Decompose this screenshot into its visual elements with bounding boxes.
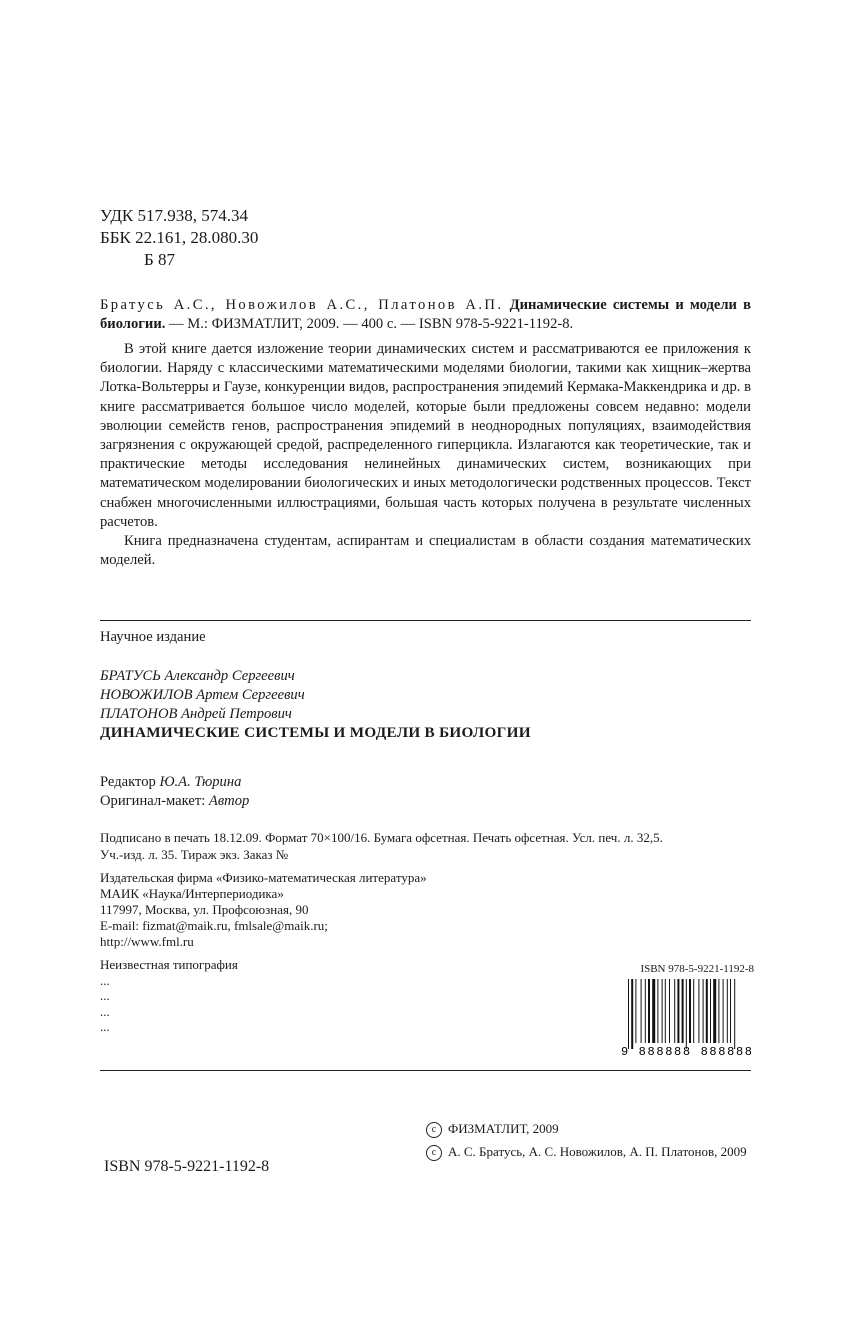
barcode-digits: 9 888888 888888 [621,1045,752,1057]
barcode-bar [669,979,670,1043]
copyright-line-2: А. С. Братусь, А. С. Новожилов, А. П. Платонов, 2009 [448,1144,747,1159]
copyright-row-1 [426,1121,756,1138]
barcode-bar [713,979,716,1043]
editor-line [100,773,249,792]
publisher-line-5: http://www.fml.ru [100,934,194,949]
barcode-bar [698,979,699,1043]
printer-line: ... [100,1003,110,1019]
barcode-bar [628,979,629,1049]
barcode-bar [723,979,724,1043]
copyright-line-1: ФИЗМАТЛИТ, 2009 [448,1121,559,1136]
bbk-code: ББК 22.161, 28.080.30 [100,228,259,247]
abstract [100,340,751,570]
isbn-bottom: ISBN 978-5-9221-1192-8 [104,1158,270,1175]
editor-label: Редактор [100,774,156,790]
authors-list [100,667,305,724]
author-mark: Б 87 [144,250,176,269]
classification-block [100,205,258,271]
publisher-line-4: E-mail: fizmat@maik.ru, fmlsale@maik.ru; [100,918,328,933]
copyright-row-2 [426,1144,756,1161]
barcode-bar [710,979,711,1043]
barcode-bar [657,979,658,1043]
layout-label: Оригинал-макет: [100,793,206,809]
copyright-block [426,1121,756,1167]
barcode-bar [730,979,731,1043]
bibliographic-reference [100,296,751,333]
author-2: НОВОЖИЛОВ Артем Сергеевич [100,687,305,703]
barcode-bar [689,979,691,1043]
printer-line: ... [100,1019,110,1034]
biblio-authors: Братусь А.С., Новожилов А.С., Платонов А.П. [100,297,504,313]
udk-code: УДК 517.938, 574.34 [100,206,249,225]
barcode-block [620,963,754,1057]
barcode-bar [648,979,650,1043]
barcode-bar [662,979,663,1043]
printer-line: ... [100,988,110,1003]
biblio-details: — М.: ФИЗМАТЛИТ, 2009. — 400 с. — ISBN 978-5-9221-1192-8. [165,315,574,332]
printer-line: ... [100,972,110,988]
barcode-bar [693,979,694,1043]
printer-name: Неизвестная типография [100,957,238,972]
barcode-bar [686,979,687,1049]
print-info-line-1: Подписано в печать 18.12.09. Формат 70×100/16. Бумага офсетная. Печать офсетная. Усл. печ. л. 32,5. [100,830,663,845]
barcode-bar [652,979,655,1043]
barcode-bar [703,979,704,1043]
barcode-bar [674,979,675,1043]
publisher-line-2: МАИК «Наука/Интерпериодика» [100,886,284,901]
printer-info [100,957,238,1035]
edition-type: Научное издание [100,629,206,645]
barcode-isbn: ISBN 978-5-9221-1192-8 [640,963,754,975]
barcode-bar [727,979,728,1043]
layout-name: Автор [208,793,250,809]
print-info [100,829,760,863]
barcode-bar [734,979,735,1049]
publisher-info [100,870,427,950]
barcode-icon [620,977,754,1057]
barcode-bar [665,979,666,1043]
barcode-bar [706,979,708,1043]
publisher-line-1: Издательская фирма «Физико-математическая литература» [100,870,427,885]
barcode-bar [645,979,646,1043]
abstract-paragraph-1: В этой книге дается изложение теории динамических систем и рассматриваются ее приложения к биологии. Наряду с классическими математическими моделями биологии, такими как хищник–жертва Лотка-Вольтерры и Гаузе, конкуренции видов, распространения эпидемий Кермака-Маккендрика и др. в книге рассматривается большое число моделей, которые были предложены совсем недавно: модели эволюции семейств генов, распространения эпидемий в неоднородных популяциях, взаимодействия загрязнения с окружающей средой, распределенного гиперцикла. Излагаются как теоретические, так и практические методы исследования нелинейных динамических систем, возникающих при математическом моделировании биологических и иных методологически родственных процессов. Текст снабжен многочисленными иллюстрациями, большая часть которых получена в результате численных расчетов. [100,341,751,530]
barcode-bar [677,979,679,1043]
barcode-bar [631,979,633,1049]
divider-top [100,620,751,621]
divider-bottom [100,1070,751,1071]
barcode-bar [682,979,684,1043]
author-1: БРАТУСЬ Александр Сергеевич [100,668,295,684]
print-info-line-2: Уч.-изд. л. 35. Тираж экз. Заказ № [100,847,289,862]
author-3: ПЛАТОНОВ Андрей Петрович [100,706,292,722]
barcode-bar [635,979,636,1043]
copyright-icon: c [426,1145,442,1161]
copyright-icon: c [426,1122,442,1138]
biblio-title: Динамические системы и модели в биологии. [100,297,751,332]
publisher-line-3: 117997, Москва, ул. Профсоюзная, 90 [100,902,309,917]
editor-name: Ю.А. Тюрина [159,774,242,790]
layout-line [100,792,249,811]
abstract-paragraph-2: Книга предназначена студентам, аспирантам и специалистам в области создания математических моделей. [100,533,751,569]
book-title: ДИНАМИЧЕСКИЕ СИСТЕМЫ И МОДЕЛИ В БИОЛОГИИ [100,724,531,741]
editorial-staff [100,773,249,811]
barcode-bar [718,979,719,1043]
barcode-bar [641,979,642,1043]
